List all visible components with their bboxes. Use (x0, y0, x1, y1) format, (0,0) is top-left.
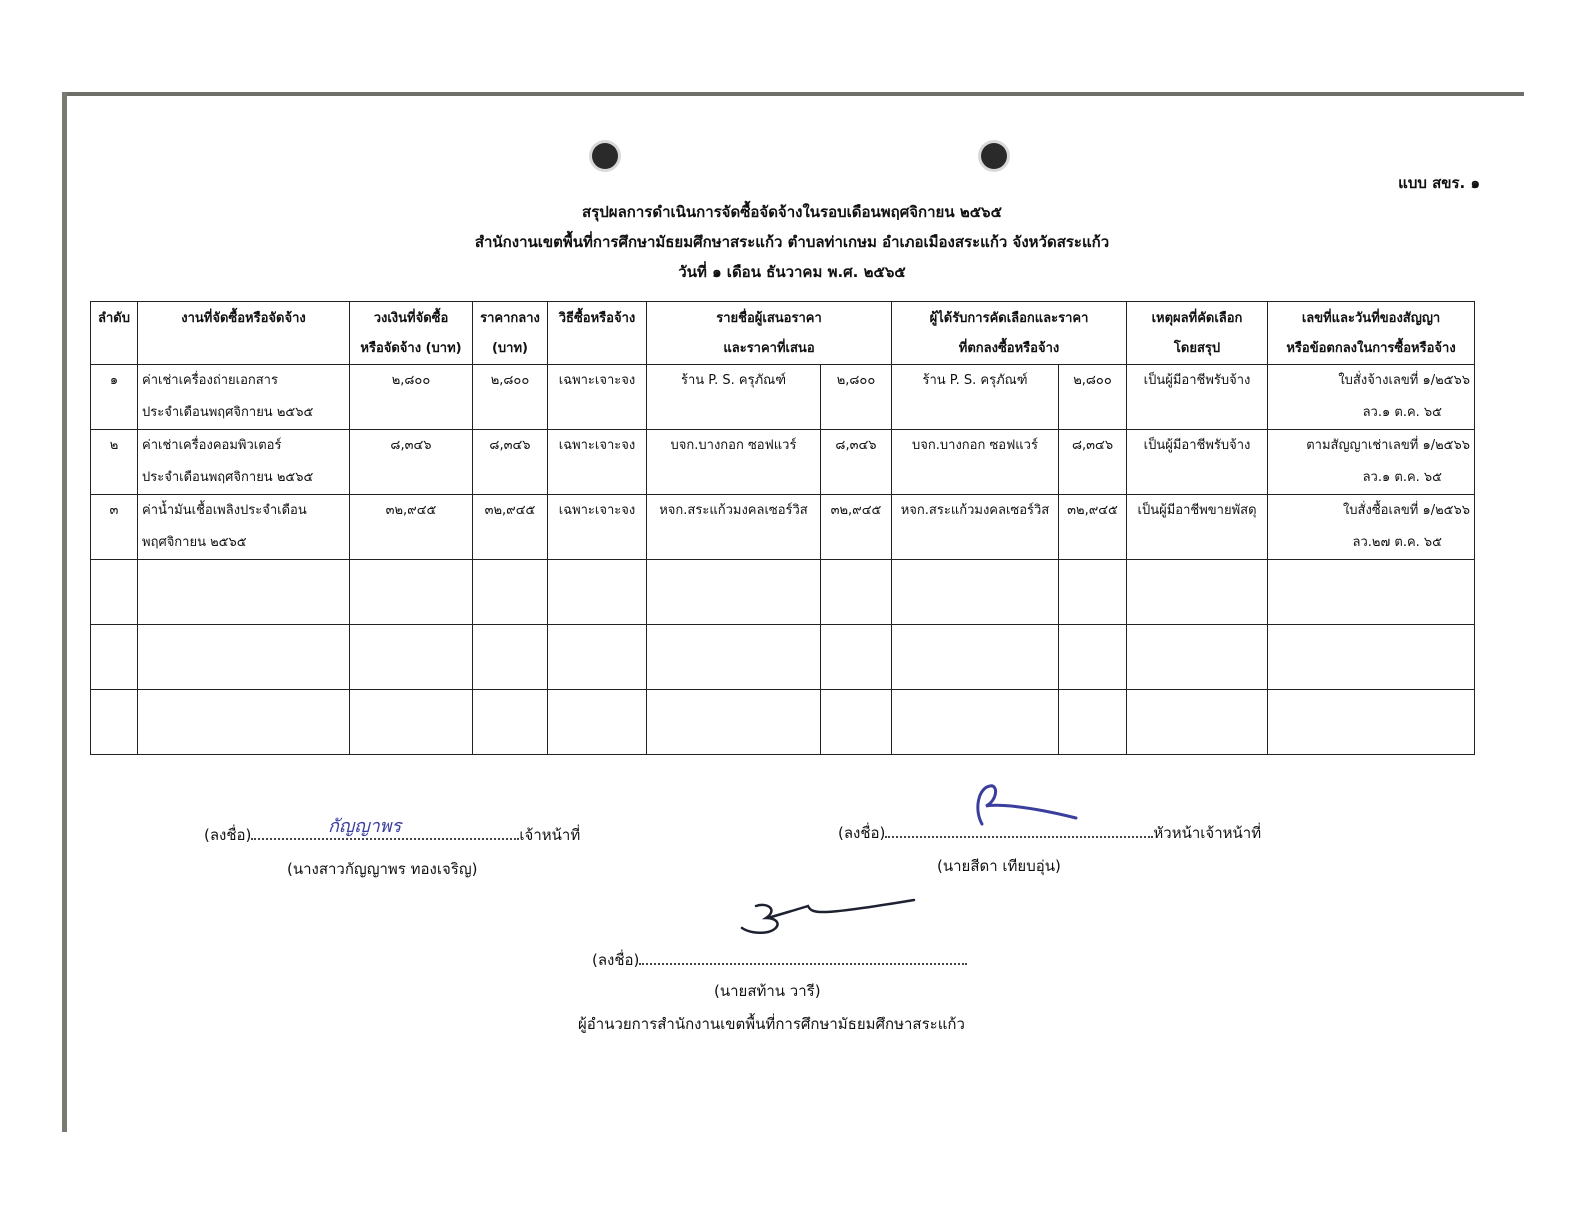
head-signature-scribble (968, 780, 1088, 830)
row-median: ๓๒,๙๔๕ (473, 495, 548, 560)
row-winner: หจก.สระแก้วมงคลเซอร์วิส (892, 495, 1059, 560)
form-code: แบบ สขร. ๑ (1398, 174, 1480, 192)
header-budget: วงเงินที่จัดซื้อ หรือจัดจ้าง (บาท) (350, 302, 473, 365)
row-method: เฉพาะเจาะจง (548, 365, 647, 430)
row-bidder: บจก.บางกอก ซอฟแวร์ (647, 430, 821, 495)
row-contract: ใบสั่งซื้อเลขที่ ๑/๒๕๖๖ ลว.๒๗ ต.ค. ๖๕ (1268, 495, 1475, 560)
row-no: ๒ (91, 430, 138, 495)
officer-signature-line: (ลงชื่อ) เจ้าหน้าที่ (204, 826, 581, 844)
row-reason: เป็นผู้มีอาชีพรับจ้าง (1127, 430, 1268, 495)
row-win-price: ๘,๓๔๖ (1059, 430, 1127, 495)
row-contract: ตามสัญญาเช่าเลขที่ ๑/๒๕๖๖ ลว.๑ ต.ค. ๖๕ (1268, 430, 1475, 495)
row-no: ๓ (91, 495, 138, 560)
table-row (91, 495, 1475, 560)
director-signature-line: (ลงชื่อ) (592, 948, 967, 972)
header-selected: ผู้ได้รับการคัดเลือกและราคา ที่ตกลงซื้อหรือจ้าง (892, 302, 1127, 365)
table-row (91, 430, 1475, 495)
document-title: สรุปผลการดำเนินการจัดซื้อจัดจ้างในรอบเดือนพฤศจิกายน ๒๕๖๕ (582, 203, 1002, 221)
row-win-price: ๒,๘๐๐ (1059, 365, 1127, 430)
table-row-empty (91, 560, 1475, 625)
row-work: ค่าเช่าเครื่องถ่ายเอกสาร ประจำเดือนพฤศจิกายน ๒๕๖๕ (138, 365, 350, 430)
head-signature-line: (ลงชื่อ) หัวหน้าเจ้าหน้าที่ (838, 824, 1262, 842)
punch-hole-left (592, 143, 618, 169)
row-method: เฉพาะเจาะจง (548, 495, 647, 560)
row-bid-price: ๘,๓๔๖ (821, 430, 892, 495)
table-header-row (91, 302, 1475, 365)
scan-edge-top (62, 92, 1524, 96)
procurement-table (90, 301, 1475, 755)
header-bidders: รายชื่อผู้เสนอราคา และราคาที่เสนอ (647, 302, 892, 365)
row-method: เฉพาะเจาะจง (548, 430, 647, 495)
row-no: ๑ (91, 365, 138, 430)
row-win-price: ๓๒,๙๔๕ (1059, 495, 1127, 560)
row-budget: ๓๒,๙๔๕ (350, 495, 473, 560)
table-row-empty (91, 690, 1475, 755)
row-bid-price: ๓๒,๙๔๕ (821, 495, 892, 560)
row-winner: ร้าน P. S. ครุภัณฑ์ (892, 365, 1059, 430)
row-reason: เป็นผู้มีอาชีพรับจ้าง (1127, 365, 1268, 430)
head-name: (นายสีดา เทียบอุ่น) (937, 857, 1061, 875)
officer-handwritten-signature: กัญญาพร (328, 816, 402, 837)
header-method: วิธีซื้อหรือจ้าง (548, 302, 647, 365)
row-bidder: หจก.สระแก้วมงคลเซอร์วิส (647, 495, 821, 560)
row-winner: บจก.บางกอก ซอฟแวร์ (892, 430, 1059, 495)
organization-line: สำนักงานเขตพื้นที่การศึกษามัธยมศึกษาสระแก้ว ตำบลท่าเกษม อำเภอเมืองสระแก้ว จังหวัดสระแก้ว (474, 233, 1110, 251)
row-bidder: ร้าน P. S. ครุภัณฑ์ (647, 365, 821, 430)
row-reason: เป็นผู้มีอาชีพขายพัสดุ (1127, 495, 1268, 560)
header-median-price: ราคากลาง (บาท) (473, 302, 548, 365)
director-signature-scribble (738, 896, 918, 946)
row-work: ค่าเช่าเครื่องคอมพิวเตอร์ ประจำเดือนพฤศจิกายน ๒๕๖๕ (138, 430, 350, 495)
row-work: ค่าน้ำมันเชื้อเพลิงประจำเดือน พฤศจิกายน ๒๕๖๕ (138, 495, 350, 560)
head-role: หัวหน้าเจ้าหน้าที่ (1153, 824, 1262, 842)
table-row-empty (91, 625, 1475, 690)
header-work: งานที่จัดซื้อหรือจัดจ้าง (138, 302, 350, 365)
director-name: (นายสท้าน วารี) (714, 982, 821, 1000)
row-budget: ๘,๓๔๖ (350, 430, 473, 495)
row-bid-price: ๒,๘๐๐ (821, 365, 892, 430)
header-no: ลำดับ (91, 302, 138, 365)
row-contract: ใบสั่งจ้างเลขที่ ๑/๒๕๖๖ ลว.๑ ต.ค. ๖๕ (1268, 365, 1475, 430)
document-date: วันที่ ๑ เดือน ธันวาคม พ.ศ. ๒๕๖๕ (678, 263, 906, 281)
header-reason: เหตุผลที่คัดเลือก โดยสรุป (1127, 302, 1268, 365)
officer-name: (นางสาวกัญญาพร ทองเจริญ) (287, 860, 478, 878)
row-median: ๘,๓๔๖ (473, 430, 548, 495)
table-row (91, 365, 1475, 430)
officer-role: เจ้าหน้าที่ (519, 826, 581, 844)
director-title: ผู้อำนวยการสำนักงานเขตพื้นที่การศึกษามัธยมศึกษาสระแก้ว (578, 1015, 965, 1033)
row-budget: ๒,๘๐๐ (350, 365, 473, 430)
punch-hole-right (981, 143, 1007, 169)
row-median: ๒,๘๐๐ (473, 365, 548, 430)
header-contract: เลขที่และวันที่ของสัญญา หรือข้อตกลงในการซื้อหรือจ้าง (1268, 302, 1475, 365)
